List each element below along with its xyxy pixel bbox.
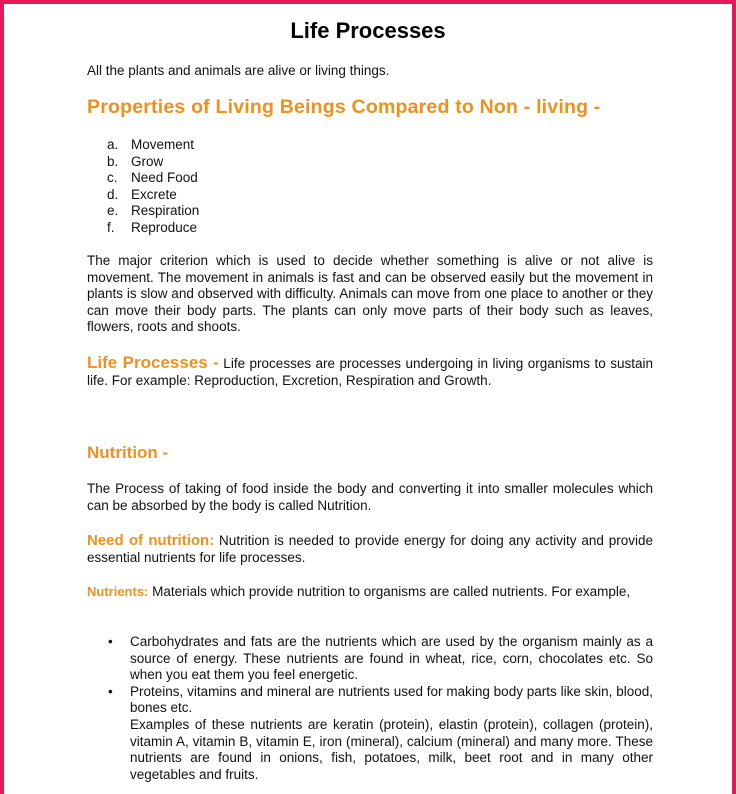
nutrition-heading: Nutrition -	[87, 443, 169, 462]
properties-heading: Properties of Living Beings Compared to Non - living -	[87, 96, 601, 118]
list-item-text: Grow	[131, 153, 164, 169]
nutrients-text: Materials which provide nutrition to organisms are called nutrients. For example,	[148, 584, 631, 599]
list-marker: c.	[107, 170, 118, 186]
bullet-line: Examples of these nutrients are keratin (protein), elastin (protein), collagen (protein), vitamin A, vitamin B, vitamin E, iron (mineral), calcium (mineral) and many more. These nutrients are found in onions, fish, potatoes, milk, beet root and in many other vegetables and fruits.	[130, 716, 653, 782]
life-processes-text: Life processes are processes undergoing in living organisms to sustain life. For example: Reproduction, Excretion, Respiration and Growth.	[87, 356, 653, 388]
list-item	[107, 154, 199, 171]
nutrients-label: Nutrients:	[87, 584, 149, 599]
list-item	[107, 137, 199, 154]
list-item-text: Respiration	[131, 203, 200, 219]
need-of-nutrition-text: Nutrition is needed to provide energy for doing any activity and provide essential nutrients for life processes.	[87, 533, 653, 565]
list-item-text: Reproduce	[131, 219, 198, 235]
life-processes-paragraph	[87, 355, 653, 389]
nutrients-paragraph	[87, 584, 653, 601]
movement-paragraph: The major criterion which is used to decide whether something is alive or not alive is movement. The movement in animals is fast and can be observed easily but the movement in plants is slow and observed with difficulty. Animals can move from one place to another or they can move their body parts. The plants can only move parts of their body such as leaves, flowers, roots and shoots.	[87, 253, 653, 335]
list-item-text: Need Food	[131, 170, 198, 186]
list-marker: b.	[107, 153, 119, 169]
bullet-text	[130, 634, 653, 684]
list-item	[87, 684, 653, 784]
need-of-nutrition-paragraph	[87, 533, 653, 566]
bullet-line: Proteins, vitamins and mineral are nutrients used for making body parts like skin, blood, bones etc.	[130, 683, 653, 716]
list-item	[107, 220, 199, 237]
bullet-text	[130, 684, 653, 784]
need-of-nutrition-label: Need of nutrition:	[87, 532, 215, 549]
list-item	[107, 187, 199, 204]
list-item	[107, 170, 199, 187]
list-marker: f.	[107, 219, 115, 235]
list-marker: a.	[107, 137, 119, 152]
bullet-marker: •	[108, 634, 113, 649]
list-item-text: Movement	[131, 137, 195, 152]
list-marker: e.	[107, 203, 119, 219]
properties-list	[107, 137, 199, 237]
nutrition-definition: The Process of taking of food inside the body and converting it into smaller molecules which can be absorbed by the body is called Nutrition.	[87, 481, 653, 513]
list-item	[87, 634, 653, 684]
page-title: Life Processes	[290, 18, 446, 43]
bullet-line: Carbohydrates and fats are the nutrients which are used by the organism mainly as a source of energy. These nutrients are found in wheat, rice, corn, chocolates etc. So when you eat them you feel energetic.	[130, 634, 653, 683]
life-processes-label: Life Processes -	[87, 353, 219, 372]
list-item-text: Excrete	[131, 186, 177, 202]
list-marker: d.	[107, 186, 119, 202]
bullet-marker: •	[108, 683, 113, 699]
nutrients-bullet-list	[87, 634, 653, 783]
intro-text: All the plants and animals are alive or living things.	[87, 63, 390, 78]
list-item	[107, 203, 199, 220]
